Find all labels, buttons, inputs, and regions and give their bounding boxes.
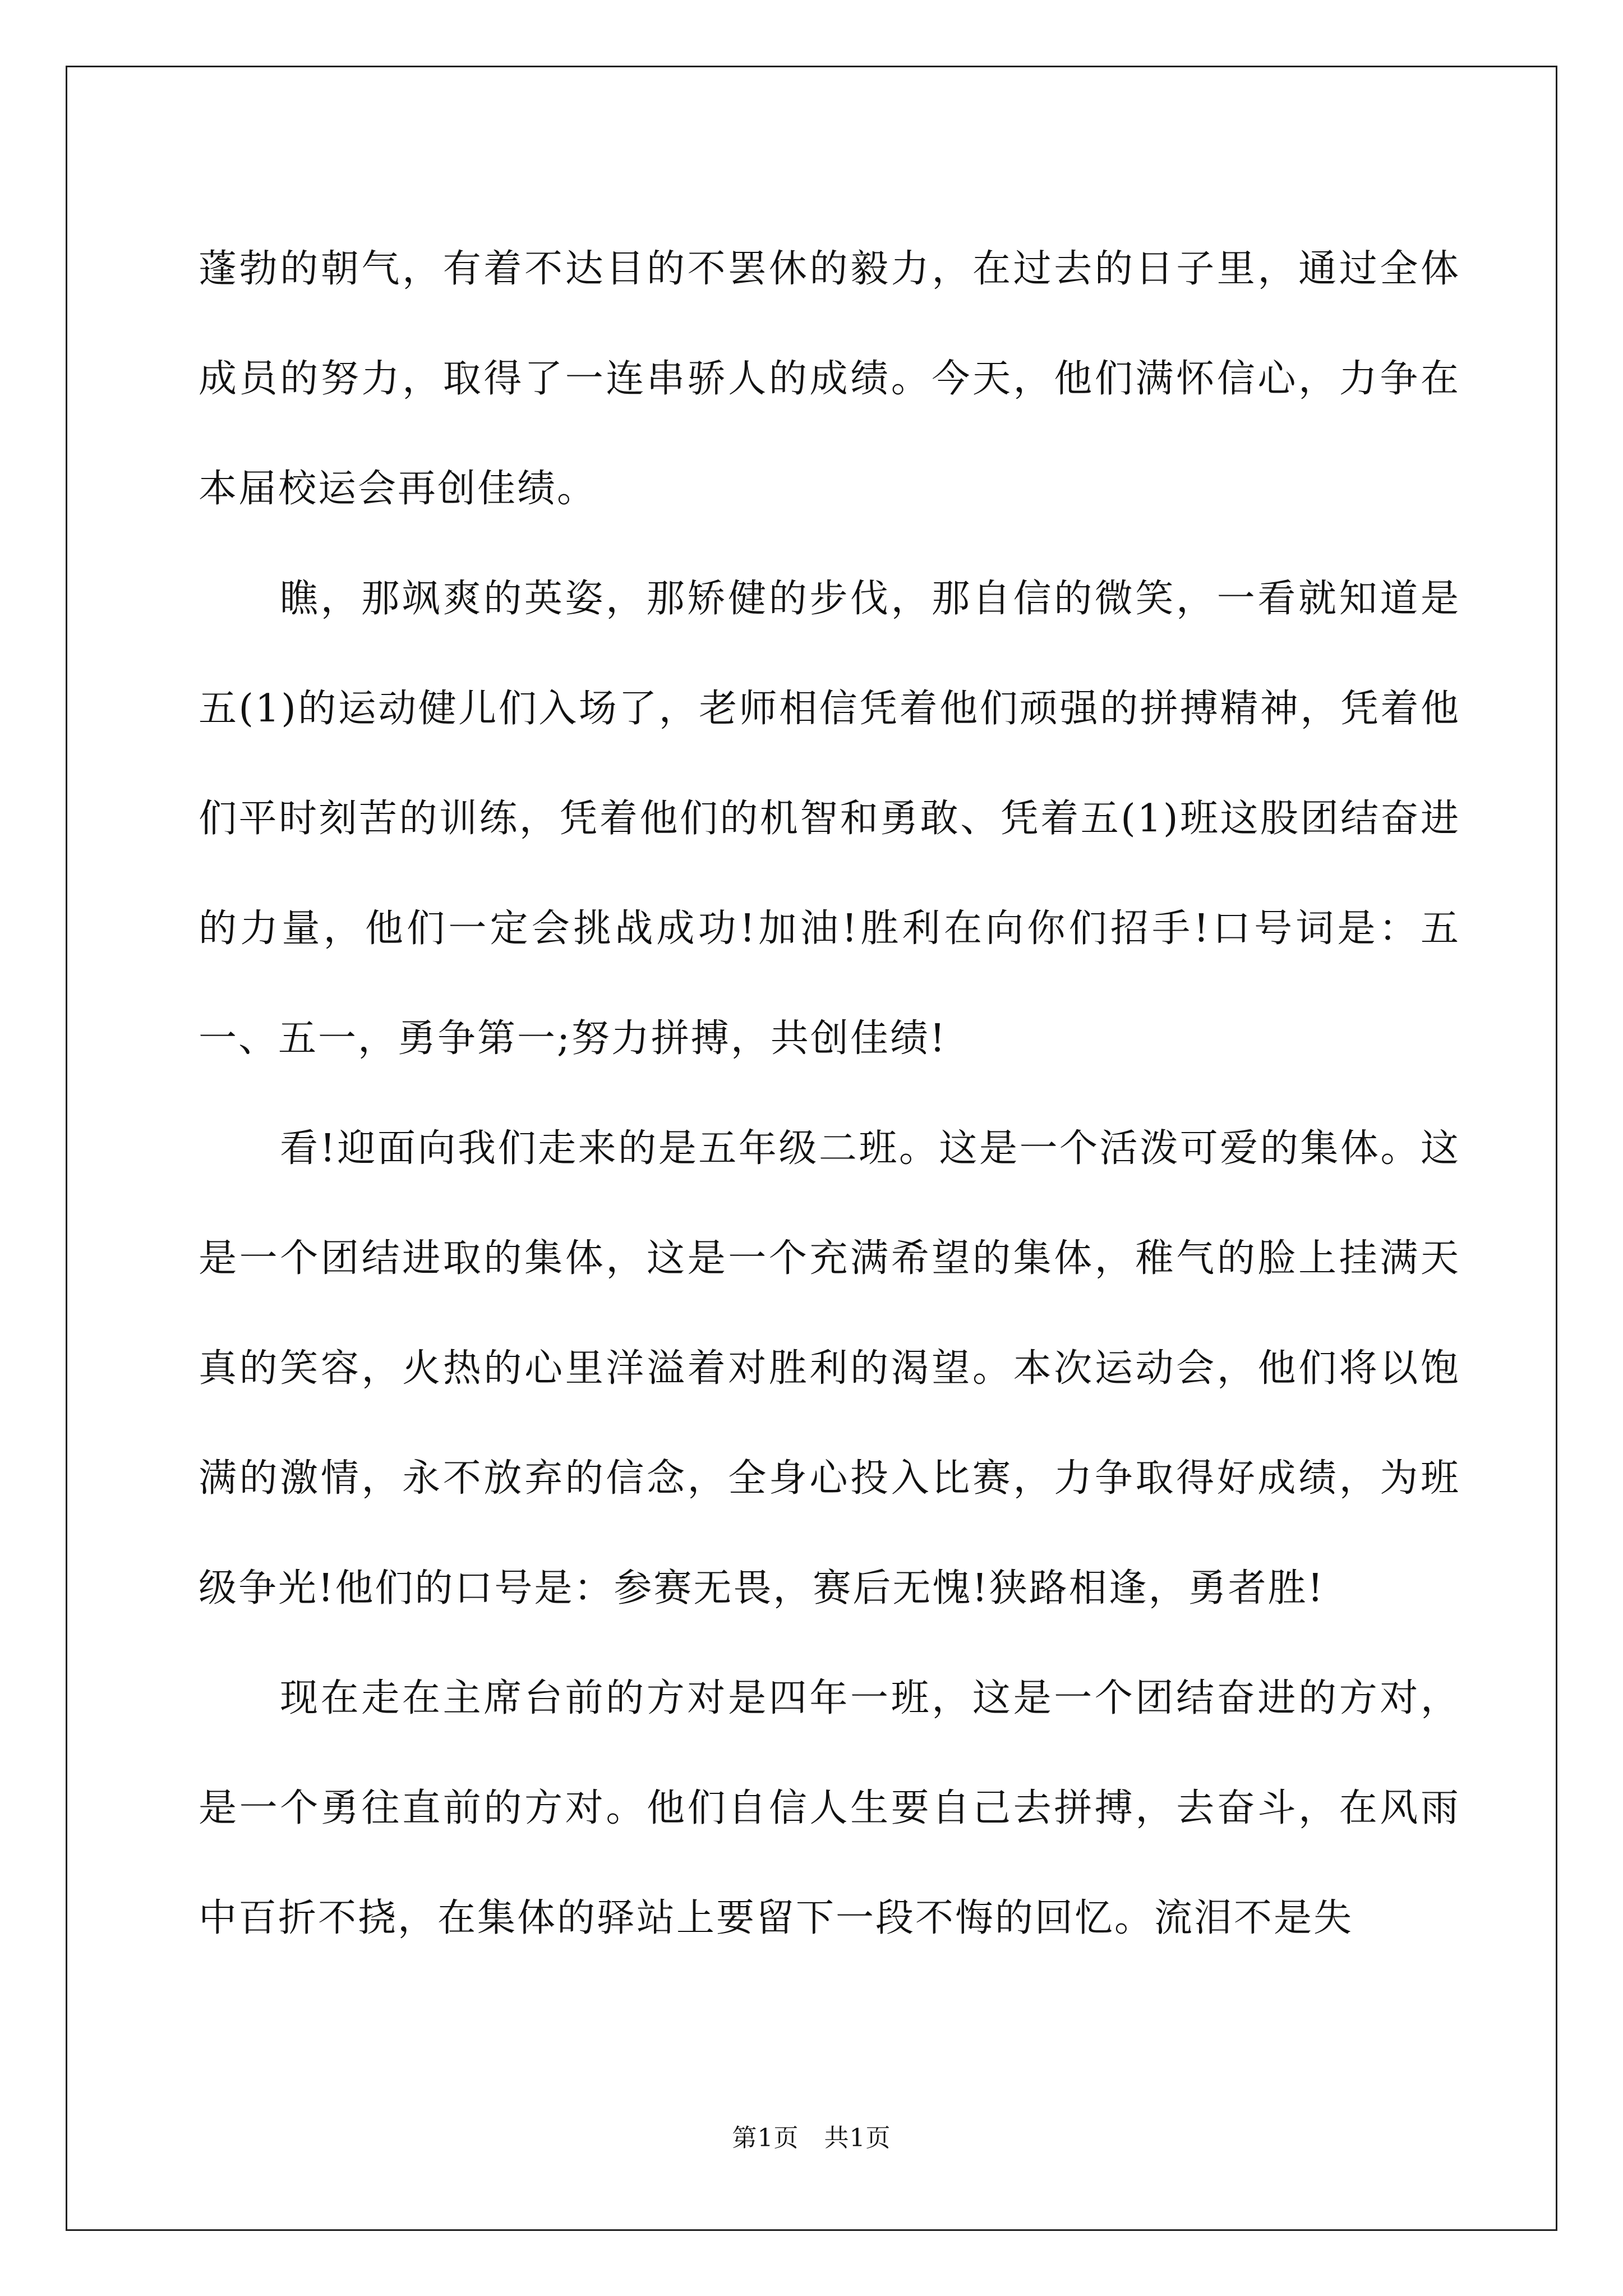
- paragraph-1: 蓬勃的朝气，有着不达目的不罢休的毅力，在过去的日子里，通过全体成员的努力，取得了一连串骄人的成绩。今天，他们满怀信心，力争在本届校运会再创佳绩。: [199, 247, 1460, 511]
- paragraph-3: 看!迎面向我们走来的是五年级二班。这是一个活泼可爱的集体。这是一个团结进取的集体，这是一个充满希望的集体，稚气的脸上挂满天真的笑容，火热的心里洋溢着对胜利的渴望。本次运动会，他们将以饱满的激情，永不放弃的信念，全身心投入比赛，力争取得好成绩，为班级争光!他们的口号是：参赛无畏，赛后无愧!狭路相逢，勇者胜!: [199, 1126, 1460, 1611]
- paragraph-2: 瞧，那飒爽的英姿，那矫健的步伐，那自信的微笑，一看就知道是五(1)的运动健儿们入场了，老师相信凭着他们顽强的拼搏精神，凭着他们平时刻苦的训练，凭着他们的机智和勇敢、凭着五(1)班这股团结奋进的力量，他们一定会挑战成功!加油!胜利在向你们招手!口号词是：五一、五一，勇争第一;努力拼搏，共创佳绩!: [199, 577, 1460, 1061]
- document-body: [199, 214, 1460, 1973]
- paragraph-4: 现在走在主席台前的方对是四年一班，这是一个团结奋进的方对，是一个勇往直前的方对。他们自信人生要自己去拼搏，去奋斗，在风雨中百折不挠，在集体的驿站上要留下一段不悔的回忆。流泪不是失: [199, 1676, 1460, 1940]
- page-number-footer: 第1页 共1页: [732, 2124, 891, 2152]
